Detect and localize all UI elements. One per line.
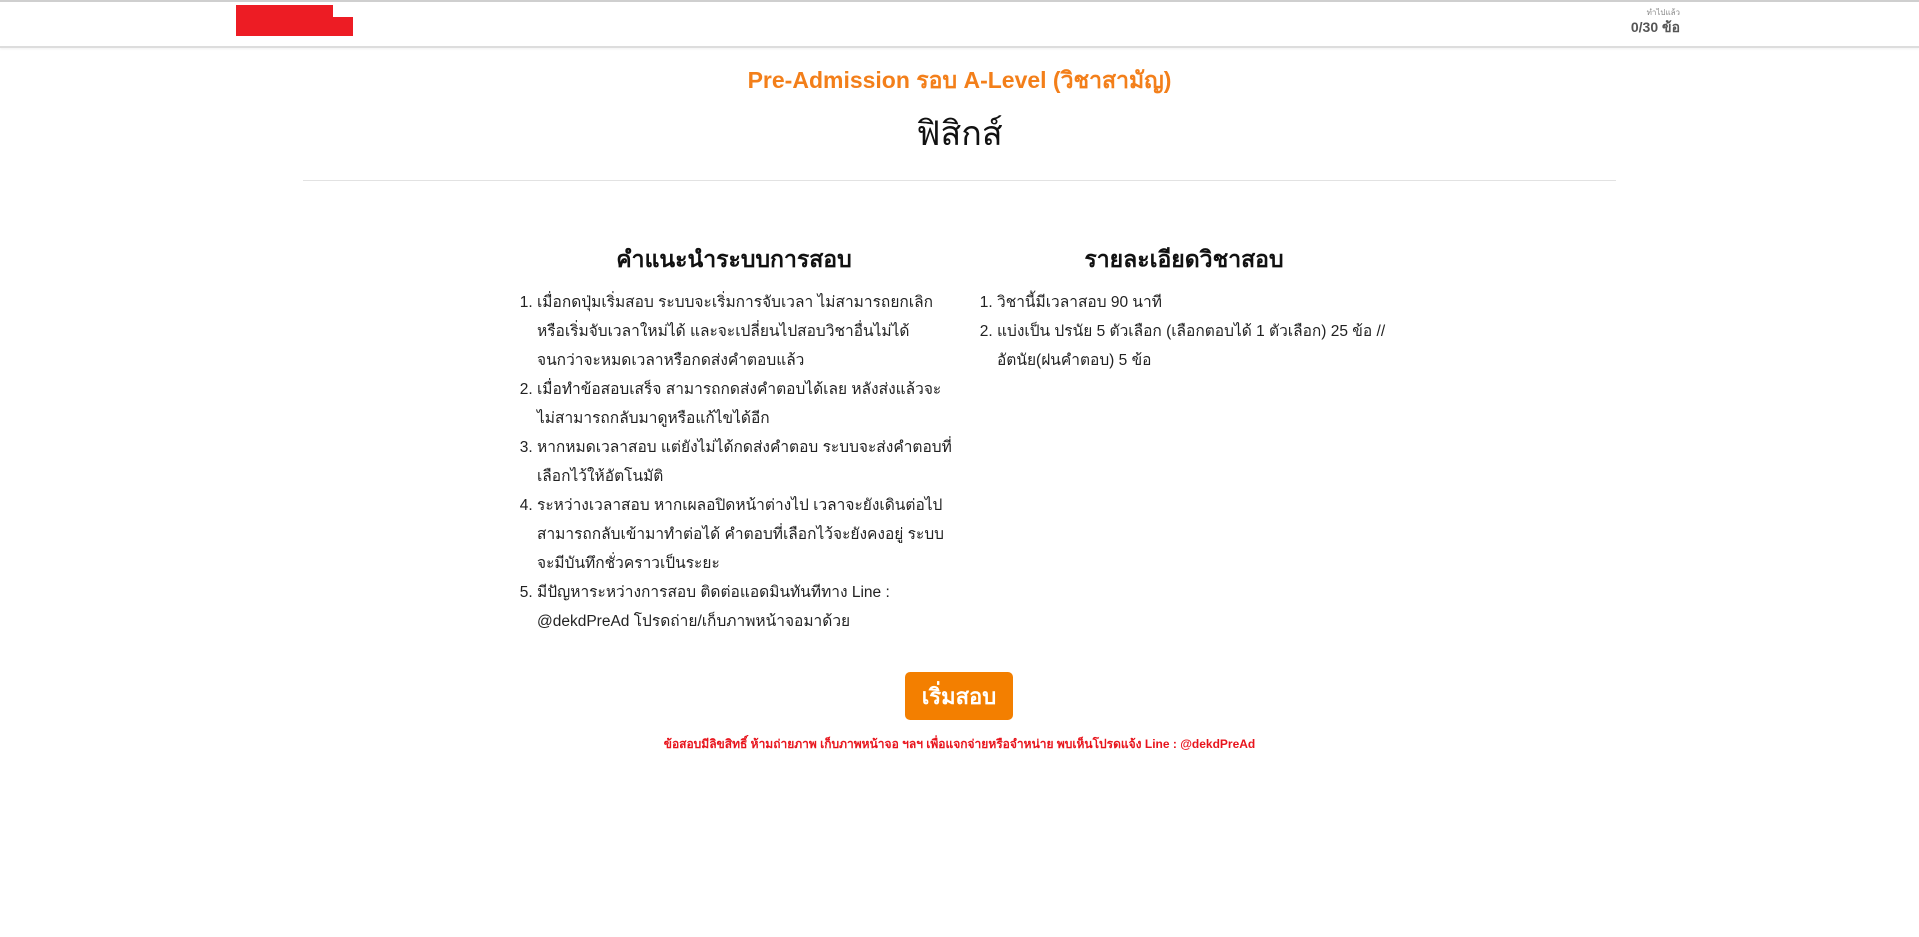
instruction-item: 3. หากหมดเวลาสอบ แต่ยังไม่ได้กดส่งคำตอบ ระบบจะส่งคำตอบที่เลือกไว้ให้อัตโนมัติ	[537, 433, 954, 491]
progress-label: ทำไปแล้ว	[1646, 8, 1680, 17]
exam-details-list	[974, 288, 1394, 375]
progress-indicator	[1631, 8, 1680, 36]
subject-title: ฟิสิกส์	[916, 115, 1003, 153]
instruction-item: 5. มีปัญหาระหว่างการสอบ ติดต่อแอดมินทันทีทาง Line : @dekdPreAd โปรดถ่าย/เก็บภาพหน้าจอมาด้วย	[537, 578, 954, 636]
instruction-item: 1. เมื่อกดปุ่มเริ่มสอบ ระบบจะเริ่มการจับเวลา ไม่สามารถยกเลิกหรือเริ่มจับเวลาใหม่ได้ และจะเปลี่ยนไปสอบวิชาอื่นไม่ได้ จนกว่าจะหมดเวลาหรือกดส่งคำตอบแล้ว	[537, 288, 954, 375]
progress-count: 0/30 ข้อ	[1630, 19, 1680, 35]
exam-detail-item: 2. แบ่งเป็น ปรนัย 5 ตัวเลือก (เลือกตอบได้ 1 ตัวเลือก) 25 ข้อ // อัตนัย(ฝนคำตอบ) 5 ข้อ	[997, 317, 1394, 375]
instructions-section	[514, 244, 954, 636]
exam-header	[0, 64, 1919, 154]
instructions-title: คำแนะนำระบบการสอบ	[616, 246, 852, 272]
top-navbar	[0, 0, 1919, 48]
start-exam-button[interactable]: เริ่มสอบ	[905, 672, 1013, 720]
exam-details-title: รายละเอียดวิชาสอบ	[1084, 246, 1284, 272]
exam-detail-item: 1. วิชานี้มีเวลาสอบ 90 นาที	[997, 288, 1394, 317]
site-logo[interactable]	[236, 5, 354, 36]
header-divider	[303, 180, 1616, 181]
instructions-list	[514, 288, 954, 636]
instruction-item: 4. ระหว่างเวลาสอบ หากเผลอปิดหน้าต่างไป เวลาจะยังเดินต่อไป สามารถกลับเข้ามาทำต่อได้ คำตอบที่เลือกไว้จะยังคงอยู่ ระบบจะมีบันทึกชั่วคราวเป็นระยะ	[537, 491, 954, 578]
exam-details-section	[974, 244, 1394, 375]
copyright-notice: ข้อสอบมีลิขสิทธิ์ ห้ามถ่ายภาพ เก็บภาพหน้าจอ ฯลฯ เพื่อแจกจ่ายหรือจำหน่าย พบเห็นโปรดแจ้ง Line : @dekdPreAd	[663, 737, 1256, 751]
instruction-item: 2. เมื่อทำข้อสอบเสร็จ สามารถกดส่งคำตอบได้เลย หลังส่งแล้วจะไม่สามารถกลับมาดูหรือแก้ไขได้อีก	[537, 375, 954, 433]
logo-block	[236, 17, 353, 36]
program-title: Pre-Admission รอบ A-Level (วิชาสามัญ)	[747, 67, 1172, 93]
